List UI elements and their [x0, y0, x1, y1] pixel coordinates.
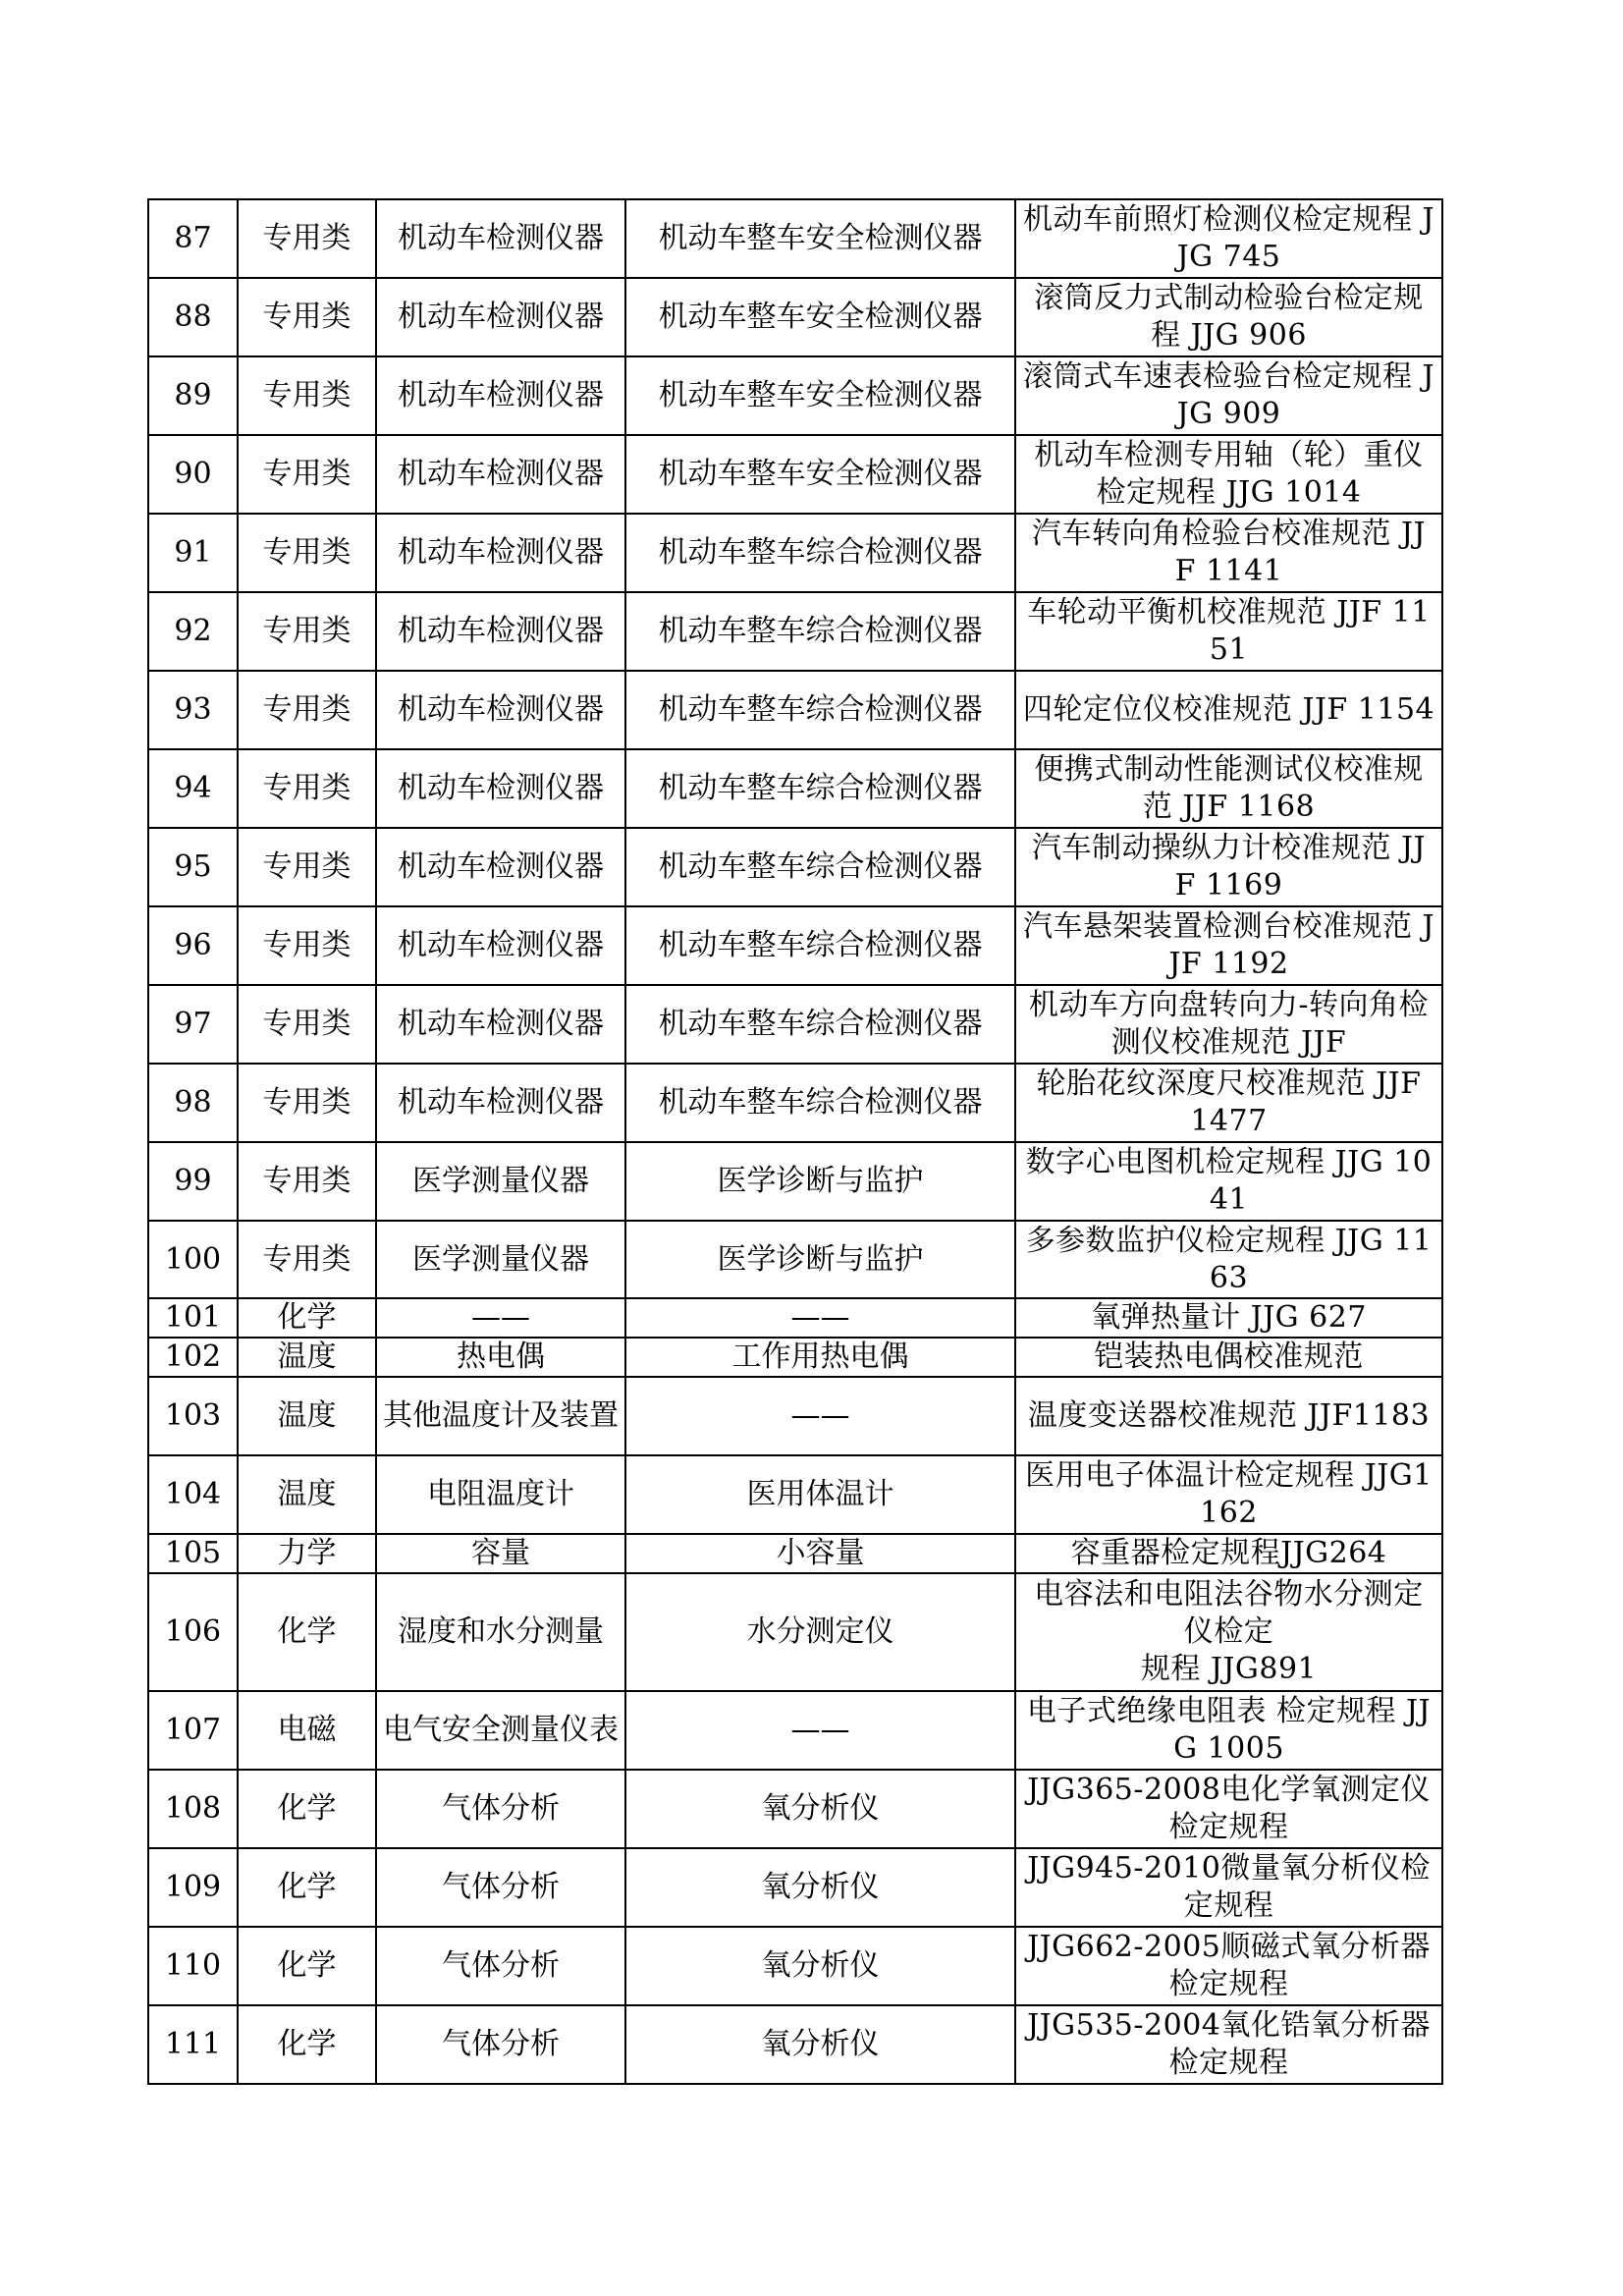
category-cell: 化学	[238, 1770, 376, 1848]
instrument-type-cell: 电气安全测量仪表	[376, 1691, 625, 1770]
instrument-subtype-cell: 机动车整车综合检测仪器	[625, 1064, 1015, 1142]
table-row	[148, 514, 1442, 592]
standard-cell: 温度变送器校准规范 JJF1183	[1015, 1377, 1442, 1455]
standard-cell: JJG365-2008电化学氧测定仪检定规程	[1015, 1770, 1442, 1848]
standard-cell: 数字心电图机检定规程 JJG 1041	[1015, 1142, 1442, 1221]
category-cell: 专用类	[238, 985, 376, 1064]
category-cell: 专用类	[238, 1142, 376, 1221]
standards-table	[147, 198, 1443, 2085]
category-cell: 温度	[238, 1338, 376, 1377]
instrument-type-cell: 机动车检测仪器	[376, 199, 625, 278]
instrument-subtype-cell: 氧分析仪	[625, 2005, 1015, 2084]
standard-cell: 轮胎花纹深度尺校准规范 JJF 1477	[1015, 1064, 1442, 1142]
row-number: 99	[148, 1142, 238, 1221]
instrument-type-cell: 医学测量仪器	[376, 1142, 625, 1221]
table-body	[148, 199, 1442, 2084]
instrument-type-cell: 医学测量仪器	[376, 1221, 625, 1298]
instrument-subtype-cell: 机动车整车综合检测仪器	[625, 514, 1015, 592]
table-row	[148, 1770, 1442, 1848]
instrument-subtype-cell: 氧分析仪	[625, 1927, 1015, 2005]
standard-cell: 滚筒式车速表检验台检定规程 JJG 909	[1015, 356, 1442, 435]
instrument-type-cell: 气体分析	[376, 1770, 625, 1848]
standard-cell: 医用电子体温计检定规程 JJG1162	[1015, 1455, 1442, 1534]
standard-cell: 机动车检测专用轴（轮）重仪检定规程 JJG 1014	[1015, 435, 1442, 514]
row-number: 89	[148, 356, 238, 435]
row-number: 109	[148, 1848, 238, 1927]
category-cell: 专用类	[238, 671, 376, 749]
standard-cell: 汽车悬架装置检测台校准规范 JJF 1192	[1015, 906, 1442, 985]
table-row	[148, 1534, 1442, 1573]
instrument-type-cell: 机动车检测仪器	[376, 278, 625, 356]
category-cell: 化学	[238, 2005, 376, 2084]
instrument-subtype-cell: 小容量	[625, 1534, 1015, 1573]
instrument-subtype-cell: 医用体温计	[625, 1455, 1015, 1534]
category-cell: 化学	[238, 1298, 376, 1338]
standard-cell: 汽车转向角检验台校准规范 JJF 1141	[1015, 514, 1442, 592]
category-cell: 专用类	[238, 1221, 376, 1298]
table-row	[148, 1338, 1442, 1377]
row-number: 111	[148, 2005, 238, 2084]
category-cell: 化学	[238, 1848, 376, 1927]
instrument-subtype-cell: ——	[625, 1377, 1015, 1455]
row-number: 96	[148, 906, 238, 985]
row-number: 104	[148, 1455, 238, 1534]
row-number: 101	[148, 1298, 238, 1338]
instrument-subtype-cell: 医学诊断与监护	[625, 1221, 1015, 1298]
instrument-type-cell: 气体分析	[376, 1927, 625, 2005]
standard-cell: JJG535-2004氧化锆氧分析器检定规程	[1015, 2005, 1442, 2084]
category-cell: 专用类	[238, 592, 376, 671]
instrument-subtype-cell: 氧分析仪	[625, 1848, 1015, 1927]
instrument-type-cell: 机动车检测仪器	[376, 435, 625, 514]
instrument-type-cell: 机动车检测仪器	[376, 356, 625, 435]
standard-cell: 铠装热电偶校准规范	[1015, 1338, 1442, 1377]
category-cell: 化学	[238, 1573, 376, 1691]
table-row	[148, 199, 1442, 278]
instrument-type-cell: ——	[376, 1298, 625, 1338]
table-row	[148, 1298, 1442, 1338]
instrument-subtype-cell: 机动车整车综合检测仪器	[625, 749, 1015, 828]
standard-cell: 汽车制动操纵力计校准规范 JJF 1169	[1015, 828, 1442, 906]
row-number: 91	[148, 514, 238, 592]
instrument-type-cell: 热电偶	[376, 1338, 625, 1377]
row-number: 97	[148, 985, 238, 1064]
category-cell: 化学	[238, 1927, 376, 2005]
table-row	[148, 278, 1442, 356]
standard-cell: 车轮动平衡机校准规范 JJF 1151	[1015, 592, 1442, 671]
table-row	[148, 2005, 1442, 2084]
category-cell: 专用类	[238, 906, 376, 985]
row-number: 100	[148, 1221, 238, 1298]
row-number: 105	[148, 1534, 238, 1573]
row-number: 90	[148, 435, 238, 514]
table-row	[148, 1455, 1442, 1534]
instrument-subtype-cell: 水分测定仪	[625, 1573, 1015, 1691]
standard-cell: 滚筒反力式制动检验台检定规程 JJG 906	[1015, 278, 1442, 356]
category-cell: 电磁	[238, 1691, 376, 1770]
row-number: 93	[148, 671, 238, 749]
row-number: 94	[148, 749, 238, 828]
table-row	[148, 985, 1442, 1064]
instrument-type-cell: 机动车检测仪器	[376, 671, 625, 749]
standard-cell: 四轮定位仪校准规范 JJF 1154	[1015, 671, 1442, 749]
table-row	[148, 1848, 1442, 1927]
standard-cell: JJG945-2010微量氧分析仪检定规程	[1015, 1848, 1442, 1927]
instrument-type-cell: 机动车检测仪器	[376, 985, 625, 1064]
standard-cell: 多参数监护仪检定规程 JJG 1163	[1015, 1221, 1442, 1298]
table-row	[148, 749, 1442, 828]
table-row	[148, 356, 1442, 435]
instrument-type-cell: 气体分析	[376, 1848, 625, 1927]
category-cell: 温度	[238, 1377, 376, 1455]
standard-cell: 电容法和电阻法谷物水分测定仪检定 规程 JJG891	[1015, 1573, 1442, 1691]
row-number: 88	[148, 278, 238, 356]
category-cell: 专用类	[238, 278, 376, 356]
instrument-subtype-cell: 机动车整车综合检测仪器	[625, 985, 1015, 1064]
instrument-type-cell: 机动车检测仪器	[376, 749, 625, 828]
table-row	[148, 828, 1442, 906]
category-cell: 专用类	[238, 435, 376, 514]
table-row	[148, 671, 1442, 749]
category-cell: 专用类	[238, 199, 376, 278]
category-cell: 专用类	[238, 356, 376, 435]
row-number: 106	[148, 1573, 238, 1691]
instrument-type-cell: 容量	[376, 1534, 625, 1573]
category-cell: 专用类	[238, 828, 376, 906]
table-row	[148, 1573, 1442, 1691]
instrument-type-cell: 机动车检测仪器	[376, 1064, 625, 1142]
standard-cell: 电子式绝缘电阻表 检定规程 JJG 1005	[1015, 1691, 1442, 1770]
table-row	[148, 1142, 1442, 1221]
instrument-subtype-cell: 机动车整车综合检测仪器	[625, 592, 1015, 671]
category-cell: 专用类	[238, 514, 376, 592]
instrument-subtype-cell: 氧分析仪	[625, 1770, 1015, 1848]
instrument-subtype-cell: ——	[625, 1298, 1015, 1338]
row-number: 107	[148, 1691, 238, 1770]
instrument-subtype-cell: 机动车整车综合检测仪器	[625, 906, 1015, 985]
instrument-type-cell: 气体分析	[376, 2005, 625, 2084]
instrument-subtype-cell: 医学诊断与监护	[625, 1142, 1015, 1221]
instrument-type-cell: 机动车检测仪器	[376, 592, 625, 671]
table-row	[148, 592, 1442, 671]
table-row	[148, 435, 1442, 514]
row-number: 98	[148, 1064, 238, 1142]
row-number: 92	[148, 592, 238, 671]
instrument-type-cell: 其他温度计及装置	[376, 1377, 625, 1455]
instrument-subtype-cell: 机动车整车安全检测仪器	[625, 278, 1015, 356]
instrument-subtype-cell: 机动车整车安全检测仪器	[625, 356, 1015, 435]
instrument-subtype-cell: 工作用热电偶	[625, 1338, 1015, 1377]
standard-cell: 便携式制动性能测试仪校准规范 JJF 1168	[1015, 749, 1442, 828]
category-cell: 力学	[238, 1534, 376, 1573]
table-row	[148, 1927, 1442, 2005]
category-cell: 专用类	[238, 749, 376, 828]
standard-cell: 机动车前照灯检测仪检定规程 JJG 745	[1015, 199, 1442, 278]
table-row	[148, 1691, 1442, 1770]
instrument-subtype-cell: 机动车整车安全检测仪器	[625, 435, 1015, 514]
table-row	[148, 1064, 1442, 1142]
standard-cell: 容重器检定规程JJG264	[1015, 1534, 1442, 1573]
instrument-type-cell: 机动车检测仪器	[376, 828, 625, 906]
row-number: 95	[148, 828, 238, 906]
row-number: 87	[148, 199, 238, 278]
table-row	[148, 1377, 1442, 1455]
row-number: 108	[148, 1770, 238, 1848]
instrument-type-cell: 机动车检测仪器	[376, 514, 625, 592]
instrument-type-cell: 电阻温度计	[376, 1455, 625, 1534]
instrument-subtype-cell: 机动车整车综合检测仪器	[625, 671, 1015, 749]
table-row	[148, 906, 1442, 985]
category-cell: 专用类	[238, 1064, 376, 1142]
instrument-type-cell: 湿度和水分测量	[376, 1573, 625, 1691]
row-number: 110	[148, 1927, 238, 2005]
category-cell: 温度	[238, 1455, 376, 1534]
standard-cell: JJG662-2005顺磁式氧分析器检定规程	[1015, 1927, 1442, 2005]
standard-cell: 氧弹热量计 JJG 627	[1015, 1298, 1442, 1338]
row-number: 103	[148, 1377, 238, 1455]
table-row	[148, 1221, 1442, 1298]
row-number: 102	[148, 1338, 238, 1377]
standard-cell: 机动车方向盘转向力-转向角检测仪校准规范 JJF	[1015, 985, 1442, 1064]
instrument-subtype-cell: 机动车整车安全检测仪器	[625, 199, 1015, 278]
instrument-subtype-cell: ——	[625, 1691, 1015, 1770]
instrument-subtype-cell: 机动车整车综合检测仪器	[625, 828, 1015, 906]
instrument-type-cell: 机动车检测仪器	[376, 906, 625, 985]
